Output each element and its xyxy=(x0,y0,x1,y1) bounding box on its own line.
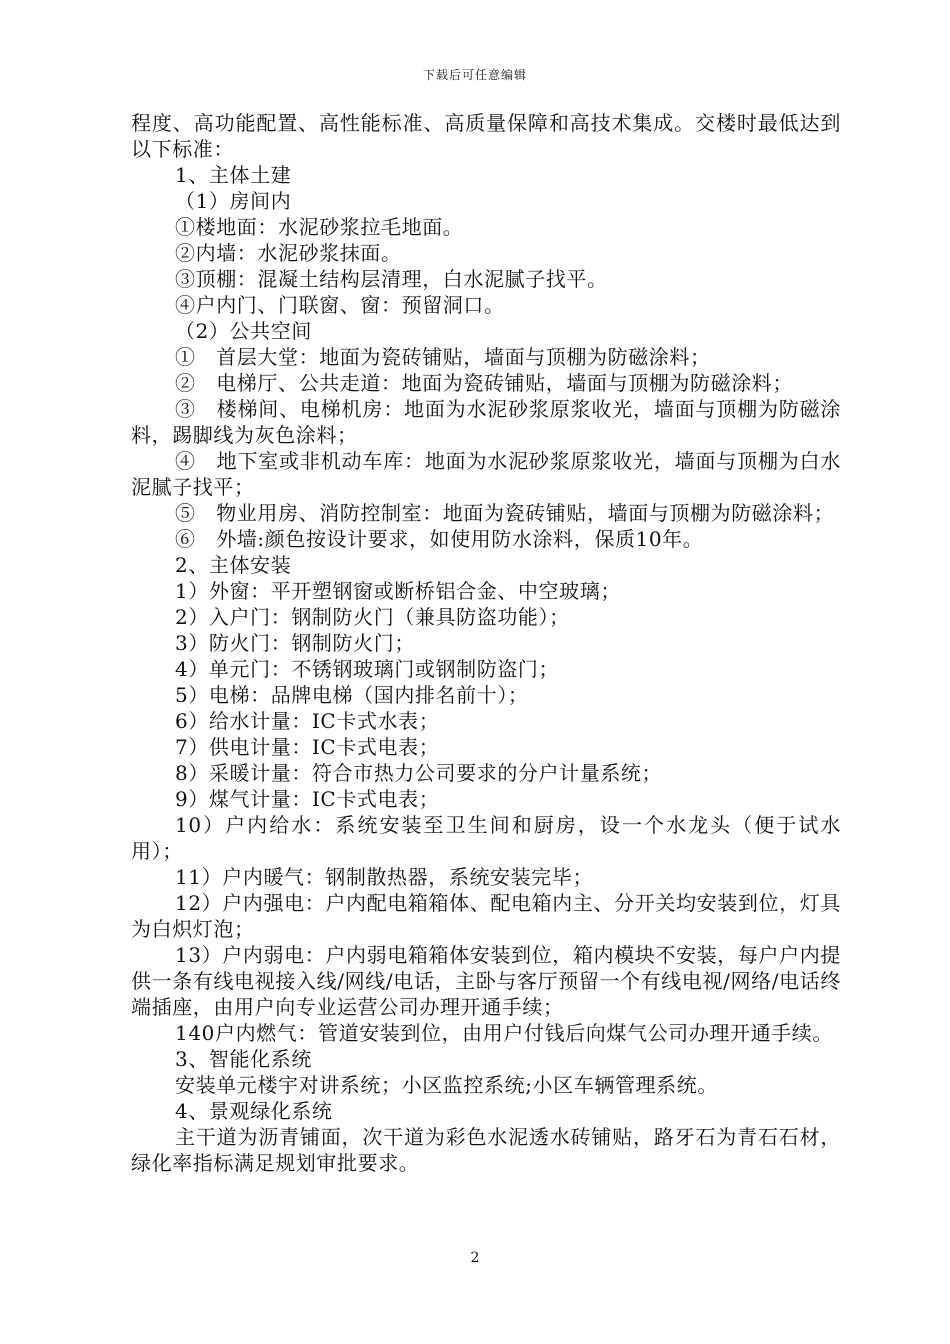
page-number: 2 xyxy=(470,1250,480,1266)
list-item-floor: ①楼地面：水泥砂浆拉毛地面。 xyxy=(175,215,464,239)
section-heading-main-construction: 1、主体土建 xyxy=(175,163,292,187)
paragraph-landscape: 主干道为沥青铺面，次干道为彩色水泥透水砖铺贴，路牙石为青石石材，绿化率指标满足规划审批要求。 xyxy=(131,1125,841,1175)
list-item-indoor-water: 10）户内给水：系统安装至卫生间和厨房，设一个水龙头（便于试水用）； xyxy=(131,813,841,863)
list-item-elevator-hall: ② 电梯厅、公共走道：地面为瓷砖铺贴，墙面与顶棚为防磁涂料； xyxy=(175,371,793,395)
subsection-heading-room-interior: （1）房间内 xyxy=(175,189,292,213)
list-item-entry-door: 2）入户门：钢制防火门（兼具防盗功能）； xyxy=(175,605,570,629)
section-heading-main-installation: 2、主体安装 xyxy=(175,553,292,577)
document-body xyxy=(131,110,841,1176)
list-item-fire-door: 3）防火门：钢制防火门； xyxy=(175,631,415,655)
list-item-water-metering: 6）给水计量：IC卡式水表； xyxy=(175,709,440,733)
list-item-gas-metering: 9）煤气计量：IC卡式电表； xyxy=(175,787,440,811)
page-header: 下载后可任意编辑 xyxy=(422,68,527,82)
paragraph-smart-system: 安装单元楼宇对讲系统；小区监控系统;小区车辆管理系统。 xyxy=(175,1073,718,1097)
list-item-indoor-heating: 11）户内暖气：钢制散热器，系统安装完毕； xyxy=(175,865,594,889)
list-item-indoor-strong-current: 12）户内强电：户内配电箱箱体、配电箱内主、分开关均安装到位，灯具为白炽灯泡； xyxy=(131,891,841,941)
section-heading-smart-system: 3、智能化系统 xyxy=(175,1047,312,1071)
list-item-exterior-wall: ⑥ 外墙:颜色按设计要求，如使用防水涂料，保质10年。 xyxy=(175,527,704,551)
list-item-inner-wall: ②内墙：水泥砂浆抹面。 xyxy=(175,241,402,265)
list-item-ceiling: ③顶棚：混凝土结构层清理，白水泥腻子找平。 xyxy=(175,267,608,291)
paragraph-intro-continuation: 程度、高功能配置、高性能标准、高质量保障和高技术集成。交楼时最低达到以下标准： xyxy=(131,111,841,161)
list-item-heating-metering: 8）采暖计量：符合市热力公司要求的分户计量系统； xyxy=(175,761,663,785)
list-item-lobby: ① 首层大堂：地面为瓷砖铺贴，墙面与顶棚为防磁涂料； xyxy=(175,345,711,369)
list-item-exterior-window: 1）外窗：平开塑钢窗或断桥铝合金、中空玻璃； xyxy=(175,579,621,603)
list-item-property-rooms: ⑤ 物业用房、消防控制室：地面为瓷砖铺贴，墙面与顶棚为防磁涂料； xyxy=(175,501,835,525)
section-heading-landscape: 4、景观绿化系统 xyxy=(175,1099,333,1123)
list-item-doors-windows: ④户内门、门联窗、窗：预留洞口。 xyxy=(175,293,505,317)
list-item-elevator: 5）电梯：品牌电梯（国内排名前十）； xyxy=(175,683,529,707)
list-item-unit-door: 4）单元门：不锈钢玻璃门或钢制防盗门； xyxy=(175,657,560,681)
subsection-heading-public-space: （2）公共空间 xyxy=(175,319,312,343)
list-item-power-metering: 7）供电计量：IC卡式电表； xyxy=(175,735,440,759)
list-item-indoor-weak-current: 13）户内弱电：户内弱电箱箱体安装到位，箱内模块不安装，每户户内提供一条有线电视接入线/网线/电话，主卧与客厅预留一个有线电视/网络/电话终端插座，由用户向专业运营公司办理开通手续； xyxy=(131,943,841,1019)
list-item-basement: ④ 地下室或非机动车库：地面为水泥砂浆原浆收光，墙面与顶棚为白水泥腻子找平； xyxy=(131,449,841,499)
list-item-indoor-gas: 140户内燃气：管道安装到位，由用户付钱后向煤气公司办理开通手续。 xyxy=(175,1021,833,1045)
list-item-stairwell: ③ 楼梯间、电梯机房：地面为水泥砂浆原浆收光，墙面与顶棚为防磁涂料，踢脚线为灰色涂料； xyxy=(131,397,841,447)
